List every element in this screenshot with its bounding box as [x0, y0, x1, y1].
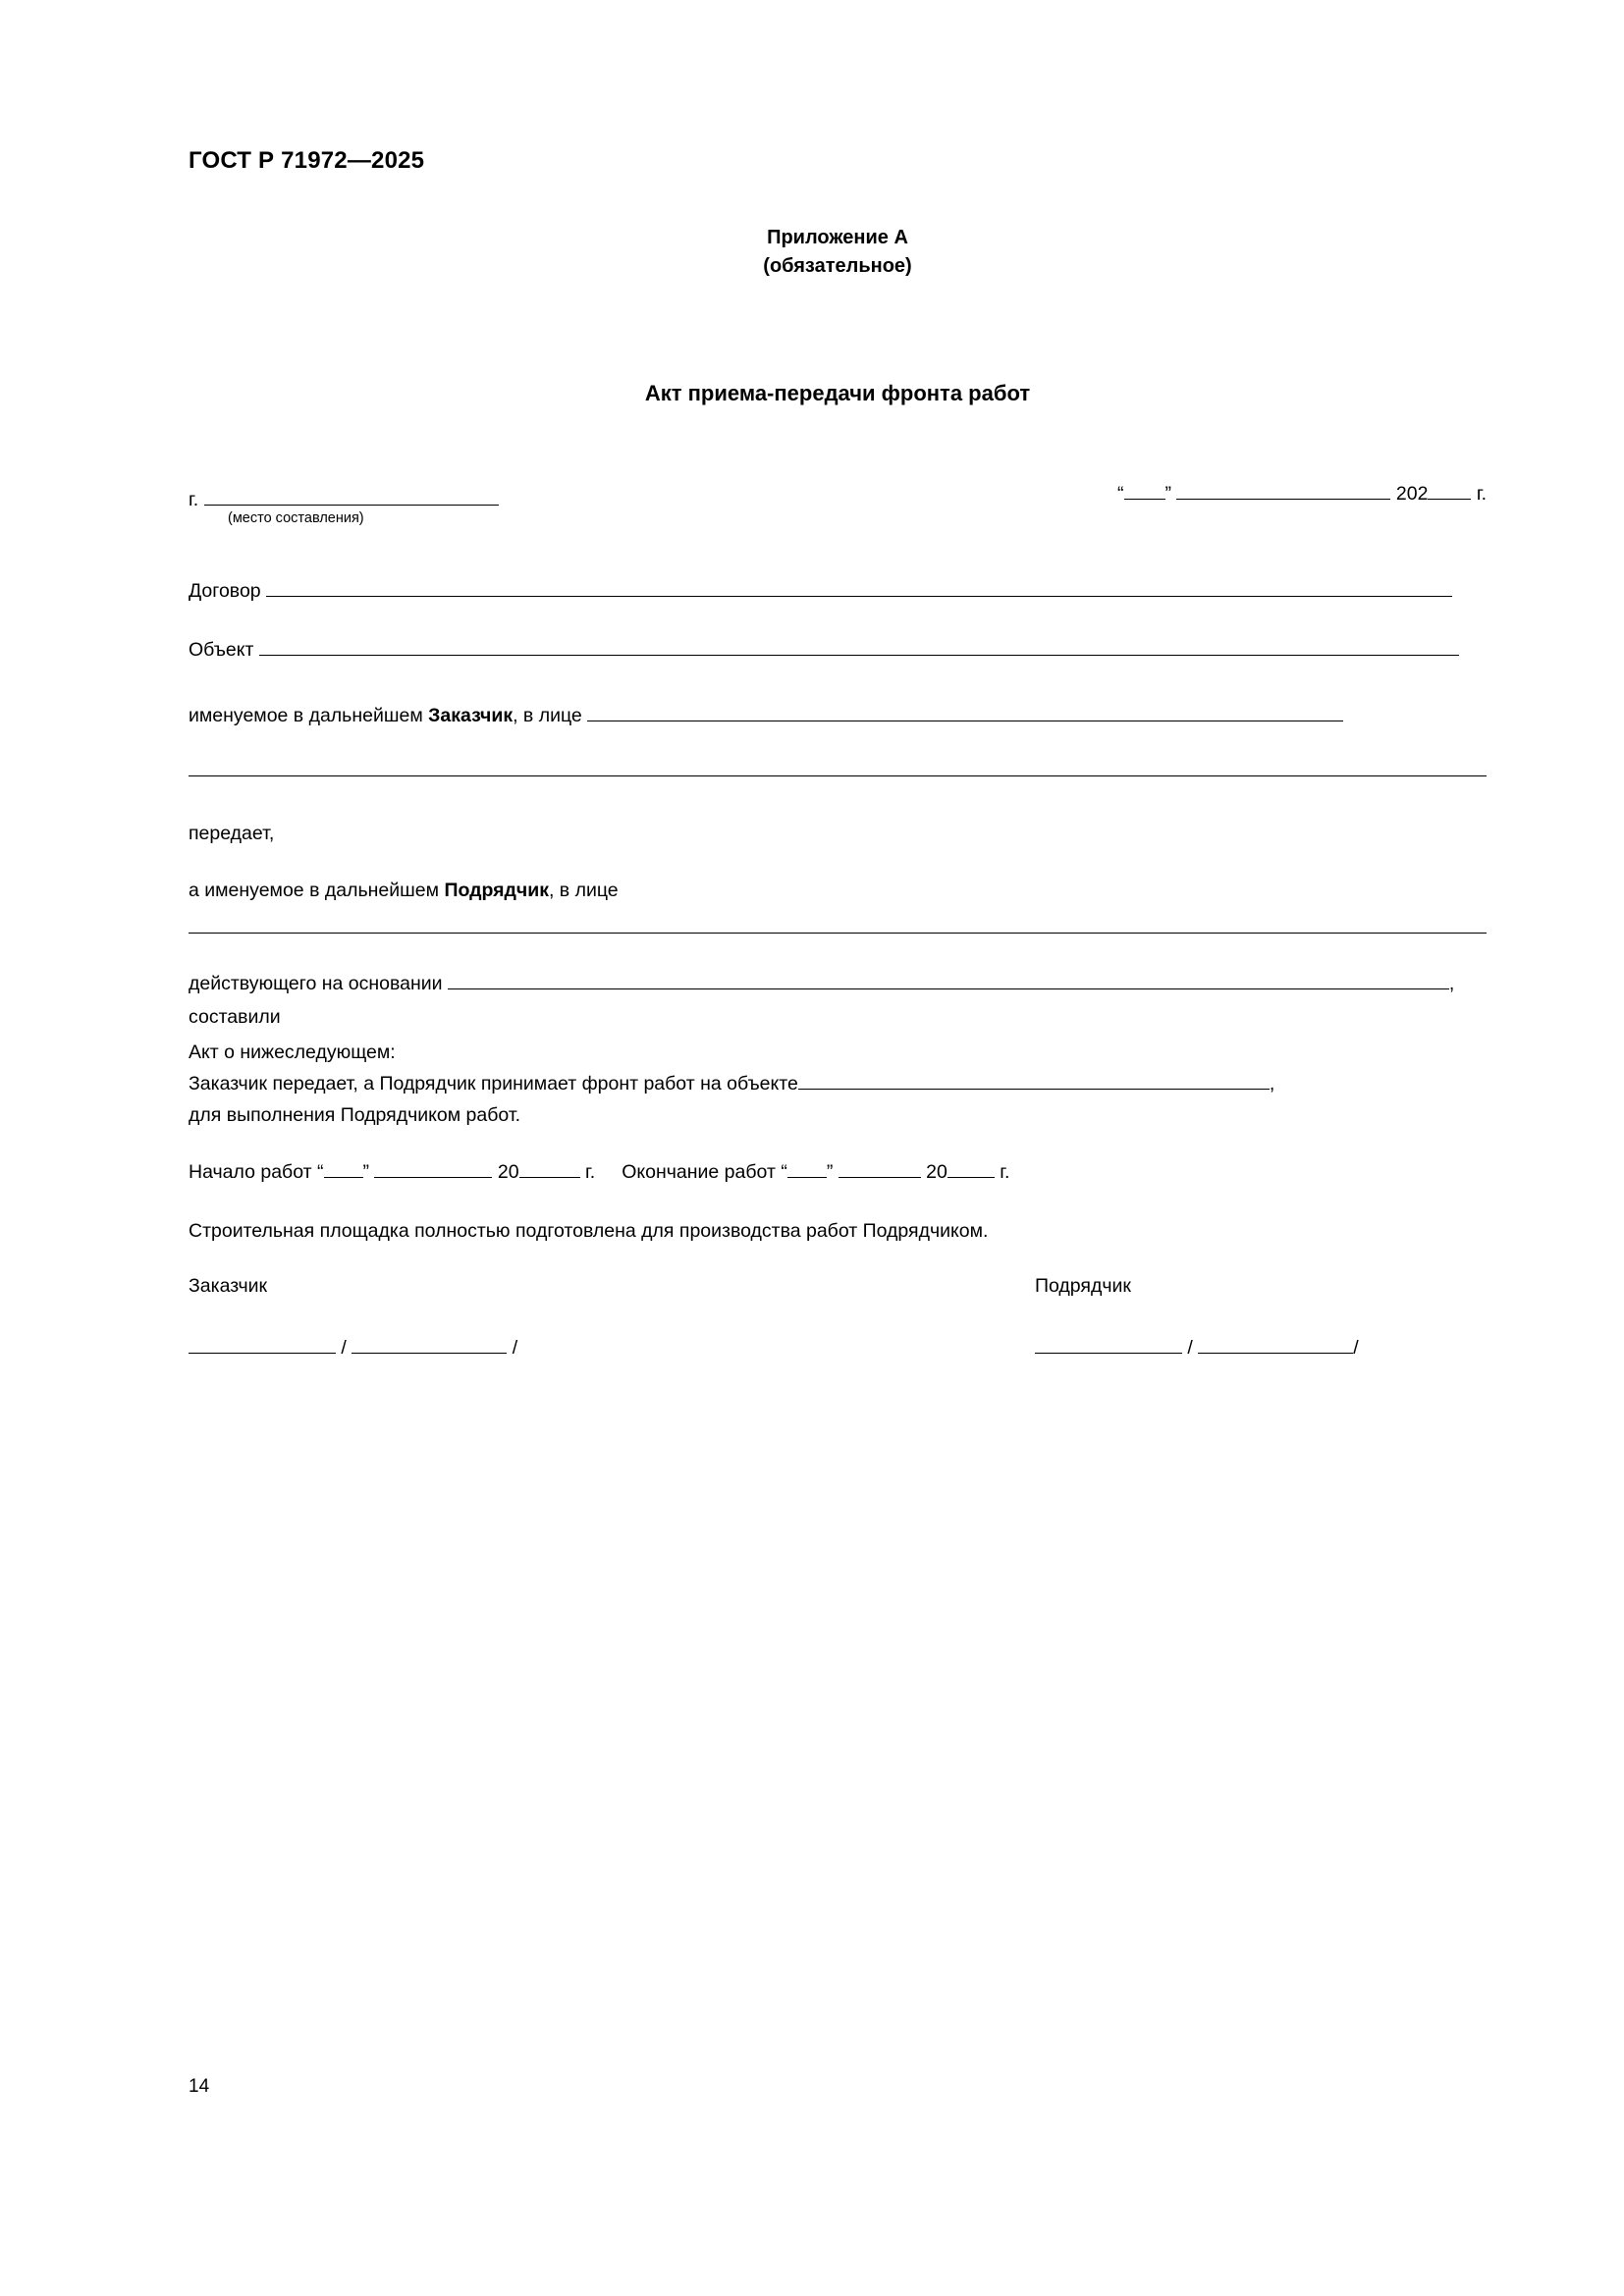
contract-line [189, 577, 1487, 606]
basis-tail: , [1448, 973, 1455, 994]
date-year-suffix: г. [1476, 483, 1487, 505]
front-works-input-line[interactable] [798, 1074, 1270, 1090]
contractor-signature-line[interactable] [1035, 1338, 1182, 1354]
object-line [189, 636, 1487, 665]
customer-signature-line[interactable] [189, 1338, 336, 1354]
basis-input-line[interactable] [448, 974, 1449, 989]
contractor-bold: Подрядчик [444, 880, 549, 901]
transfers-word: передает, [189, 823, 275, 844]
appendix-type: (обязательное) [763, 255, 912, 277]
front-works-line [189, 1070, 1487, 1098]
date-year-line[interactable] [1428, 484, 1471, 500]
page-number: 14 [189, 2076, 210, 2097]
date-year-prefix: 202 [1395, 483, 1429, 505]
finish-quote-open: “ [781, 1161, 787, 1183]
compiled-label: составили [189, 1006, 281, 1028]
contract-input-line[interactable] [266, 581, 1452, 597]
finish-label: Окончание работ [622, 1161, 776, 1183]
city-note: (место составления) [228, 510, 364, 526]
customer-line-prefix: именуемое в дальнейшем [189, 705, 429, 726]
basis-line [189, 970, 1487, 998]
start-year-suffix: г. [584, 1161, 596, 1183]
appendix-block [189, 224, 1487, 281]
customer-input-line-2[interactable] [189, 761, 1487, 776]
start-year-prefix: 20 [497, 1161, 519, 1183]
finish-year-line[interactable] [947, 1162, 995, 1178]
basis-label: действующего на основании [189, 973, 443, 994]
contractor-input-line[interactable] [189, 918, 1487, 934]
contractor-party-label: Подрядчик [1035, 1275, 1131, 1297]
contractor-continuation-line [189, 918, 1487, 938]
contractor-line [189, 877, 1487, 905]
date-quote-open: “ [1117, 483, 1124, 505]
contractor-slash-2: / [1353, 1337, 1359, 1359]
for-execution-text: для выполнения Подрядчиком работ. [189, 1104, 521, 1126]
contract-label: Договор [189, 580, 261, 602]
finish-quote-close: ” [826, 1161, 834, 1183]
customer-input-line[interactable] [587, 706, 1343, 721]
date-quote-close: ” [1164, 483, 1172, 505]
work-dates-line [189, 1158, 1487, 1187]
form-title: Акт приема-передачи фронта работ [644, 381, 1031, 405]
appendix-label: Приложение А [767, 227, 908, 248]
act-about-label: Акт о нижеследующем: [189, 1041, 396, 1063]
contractor-slash-1: / [1187, 1337, 1193, 1359]
customer-line [189, 702, 1487, 730]
contractor-line-prefix: а именуемое в дальнейшем [189, 880, 445, 901]
customer-slash-2: / [512, 1337, 518, 1359]
object-input-line[interactable] [259, 640, 1459, 656]
customer-signature-group [189, 1337, 517, 1360]
finish-month-line[interactable] [839, 1162, 921, 1178]
start-quote-close: ” [362, 1161, 369, 1183]
finish-day-line[interactable] [787, 1162, 827, 1178]
customer-slash-1: / [341, 1337, 347, 1359]
start-month-line[interactable] [374, 1162, 492, 1178]
date-day-line[interactable] [1124, 484, 1165, 500]
finish-year-suffix: г. [1000, 1161, 1010, 1183]
front-works-text: Заказчик передает, а Подрядчик принимает фронт работ на объекте [189, 1073, 798, 1095]
customer-bold: Заказчик [428, 705, 514, 726]
contractor-signature-group [1035, 1337, 1359, 1360]
start-quote-open: “ [317, 1161, 324, 1183]
finish-year-prefix: 20 [926, 1161, 947, 1183]
customer-name-line[interactable] [352, 1338, 507, 1354]
object-label: Объект [189, 639, 254, 661]
customer-line-suffix: , в лице [513, 705, 582, 726]
contractor-name-line[interactable] [1198, 1338, 1353, 1354]
standard-header: ГОСТ Р 71972—2025 [189, 147, 425, 174]
city-prefix: г. [189, 489, 199, 510]
site-ready-text: Строительная площадка полностью подготовлена для производства работ Подрядчиком. [189, 1220, 989, 1242]
contractor-line-suffix: , в лице [548, 880, 619, 901]
customer-party-label: Заказчик [189, 1275, 268, 1297]
date-month-line[interactable] [1176, 484, 1390, 500]
start-day-line[interactable] [324, 1162, 363, 1178]
date-line [189, 483, 1487, 506]
customer-continuation-line [189, 761, 1487, 781]
start-label: Начало работ [189, 1161, 312, 1183]
front-works-tail: , [1269, 1073, 1275, 1095]
start-year-line[interactable] [519, 1162, 580, 1178]
